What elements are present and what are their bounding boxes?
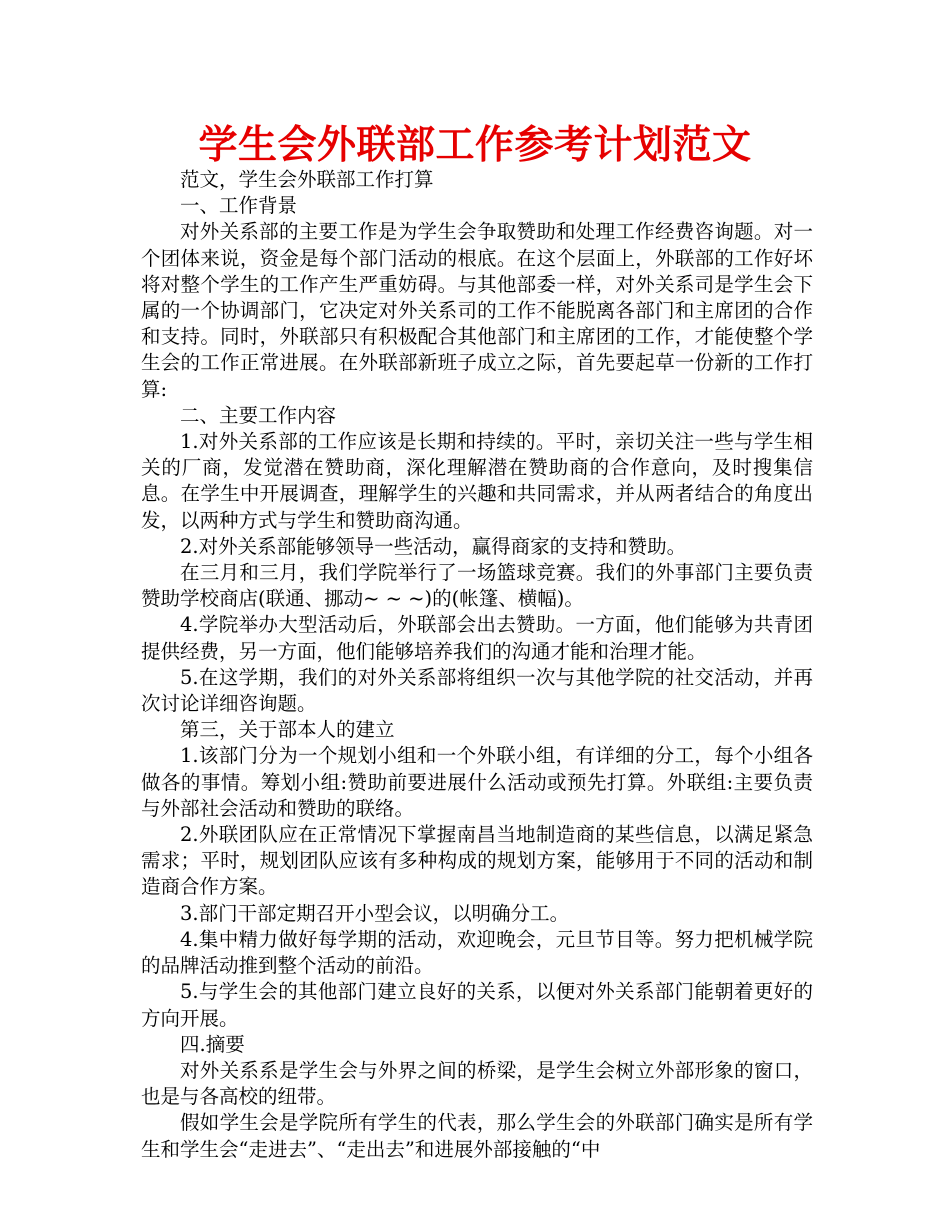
- paragraph-3: 对外关系部的主要工作是为学生会争取赞助和处理工作经费咨询题。对一个团体来说，资金是每个部门活动的根底。在这个层面上，外联部的工作好坏将对整个学生的工作产生严重妨碍。与其他部委一样，对外关系司是学生会下属的一个协调部门，它决定对外关系司的工作不能脱离各部门和主席团的合作和支持。同时，外联部只有积极配合其他部门和主席团的工作，才能使整个学生会的工作正常进展。在外联部新班子成立之际，首先要起草一份新的工作打算:: [141, 220, 813, 401]
- paragraph-6: 2.对外关系部能够领导一些活动，赢得商家的支持和赞助。: [180, 534, 687, 558]
- paragraph-7: 在三月和三月，我们学院举行了一场篮球竞赛。我们的外事部门主要负责赞助学校商店(联通、挪动~ ~ ~)的(帐篷、横幅)。: [141, 561, 813, 611]
- section-heading-main-work: 二、主要工作内容: [180, 403, 337, 427]
- paragraph-9: 5.在这学期，我们的对外关系部将组织一次与其他学院的社交活动，并再次讨论详细咨询题。: [141, 665, 813, 716]
- paragraph-11: 1.该部门分为一个规划小组和一个外联小组，有详细的分工，每个小组各做各的事情。筹划小组:赞助前要进展什么活动或预先打算。外联组:主要负责与外部社会活动和赞助的联络。: [141, 744, 813, 820]
- paragraph-1: 范文，学生会外联部工作打算: [180, 168, 434, 191]
- paragraph-18: 假如学生会是学院所有学生的代表，那么学生会的外联部门确实是所有学生和学生会“走进去”、“走出去”和进展外部接触的“中: [141, 1111, 813, 1161]
- document-body: [141, 167, 813, 1163]
- section-heading-department: 第三，关于部本人的建立: [180, 718, 395, 742]
- paragraph-8: 4.学院举办大型活动后，外联部会出去赞助。一方面，他们能够为共青团提供经费，另一方面，他们能够培养我们的沟通才能和治理才能。: [141, 613, 813, 663]
- document-title: 学生会外联部工作参考计划范文: [198, 123, 752, 168]
- paragraph-5: 1.对外关系部的工作应该是长期和持续的。平时，亲切关注一些与学生相关的厂商，发觉潜在赞助商，深化理解潜在赞助商的合作意向，及时搜集信息。在学生中开展调查，理解学生的兴趣和共同需求，并从两者结合的角度出发，以两种方式与学生和赞助商沟通。: [141, 430, 813, 532]
- paragraph-15: 5.与学生会的其他部门建立良好的关系，以便对外关系部门能朝着更好的方向开展。: [141, 980, 813, 1030]
- paragraph-17: 对外关系系是学生会与外界之间的桥梁，是学生会树立外部形象的窗口，也是与各高校的纽带。: [141, 1058, 813, 1109]
- section-heading-summary: 四.摘要: [180, 1032, 245, 1056]
- paragraph-13: 3.部门干部定期召开小型会议，以明确分工。: [180, 901, 570, 925]
- section-heading-background: 一、工作背景: [180, 194, 298, 218]
- paragraph-12: 2.外联团队应在正常情况下掌握南昌当地制造商的某些信息，以满足紧急需求；平时，规划团队应该有多种构成的规划方案，能够用于不同的活动和制造商合作方案。: [141, 823, 813, 899]
- paragraph-14: 4.集中精力做好每学期的活动，欢迎晚会，元旦节目等。努力把机械学院的品牌活动推到整个活动的前沿。: [141, 927, 813, 978]
